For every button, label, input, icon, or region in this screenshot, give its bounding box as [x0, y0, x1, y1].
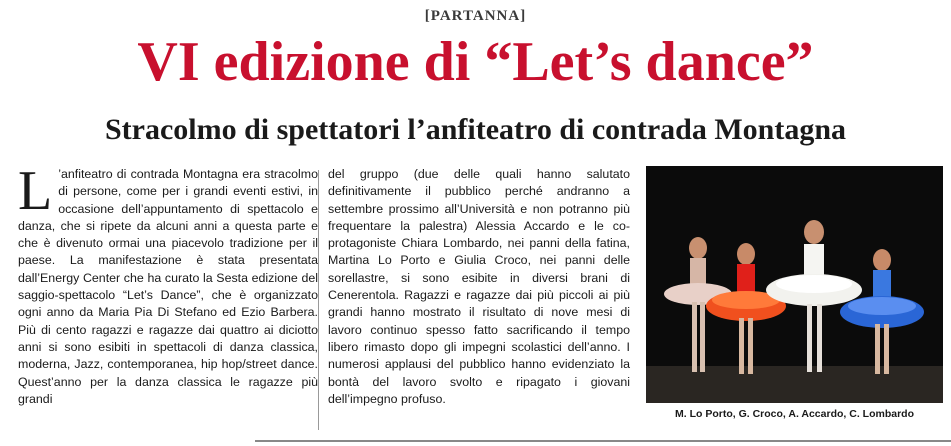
dancers-photo	[646, 166, 943, 403]
dancers-illustration	[646, 166, 943, 403]
article-column-2	[328, 166, 630, 408]
column-2-text: del gruppo (due delle quali hanno salutato definitivamente il pubblico perché andranno a settembre prossimo all’Università e non potranno più frequentare la palestra) Alessia Accardo e le co-protagoniste Chiara Lombardo, nei panni della fatina, Martina Lo Porto e Giulia Croco, nei panni delle sorellastre, si sono esibite in diversi brani di Cenerentola. Ragazzi e ragazze dai più piccoli ai più grandi hanno mostrato il risultato di nove mesi di lavoro continuo spesso fatto sacrificando il tempo libero rimasto dopo gli impegni scolastici dell’anno. I numerosi applausi del pubblico hanno evidenziato la bontà del lavoro svolto e ripagato i giovani dell’impegno profuso.	[328, 167, 630, 406]
subheadline: Stracolmo di spettatori l’anfiteatro di contrada Montagna	[104, 113, 847, 146]
headline: VI edizione di “Let’s dance”	[137, 31, 814, 93]
bottom-rule	[255, 440, 951, 442]
dropcap: L	[18, 160, 53, 222]
section-tag: [PARTANNA]	[424, 8, 527, 24]
photo-caption: M. Lo Porto, G. Croco, A. Accardo, C. Lombardo	[675, 408, 914, 420]
article-column-1	[18, 160, 318, 408]
column-1-text: ’anfiteatro di contrada Montagna era stracolmo di persone, come per i grandi eventi estivi, in occasione dell’appuntamento di spettacolo e danza, che si ripete da alcuni anni a questa parte e che è divenuto ormai una piacevolo tradizione per il paese. La manifestazione è stata presentata dall’Energy Center che ha curato la Sesta edizione del saggio-spettacolo “Let’s Dance”, che è organizzato ogni anno da Maria Pia Di Stefano ed Ezio Barbera. Più di cento ragazzi e ragazze dai quattro ai diciotto anni si sono esibiti in spettacoli di danza classica, moderna, Jazz, contemporanea, hip hop/street dance. Quest’anno per la danza classica le ragazze più grandi	[18, 167, 318, 406]
column-divider	[318, 170, 319, 430]
